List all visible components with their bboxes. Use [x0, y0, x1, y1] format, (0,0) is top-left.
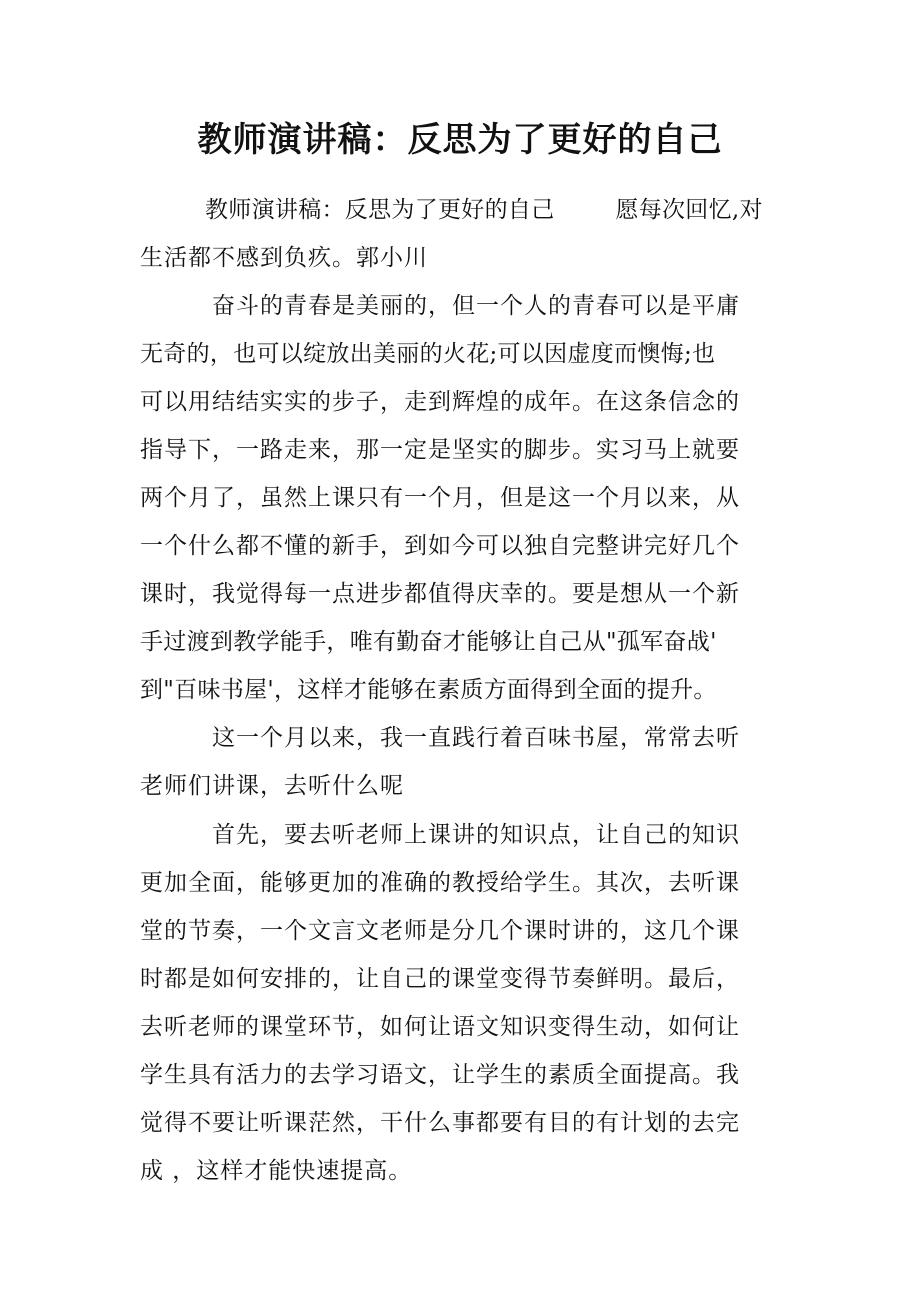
text-line: 堂的节奏，一个文言文老师是分几个课时讲的，这几个课	[140, 918, 740, 944]
text-line: 觉得不要让听课茫然，干什么事都要有目的有计划的去完	[140, 1110, 740, 1136]
text-line: 成 ，这样才能快速提高。	[140, 1158, 413, 1184]
text-line: 可以用结结实实的步子，走到辉煌的成年。在这条信念的	[140, 389, 740, 415]
text-line: 无奇的，也可以绽放出美丽的火花;可以因虚度而懊悔;也	[140, 341, 716, 367]
text-line: 到"百味书屋'，这样才能够在素质方面得到全面的提升。	[140, 677, 717, 703]
text-line: 手过渡到教学能手，唯有勤奋才能够让自己从"孤军奋战'	[140, 629, 717, 655]
text-line: 课时，我觉得每一点进步都值得庆幸的。要是想从一个新	[140, 581, 740, 607]
text-line: 去听老师的课堂环节，如何让语文知识变得生动，如何让	[140, 1014, 740, 1040]
text-line: 首先，要去听老师上课讲的知识点，让自己的知识	[212, 822, 740, 848]
text-line: 时都是如何安排的，让自己的课堂变得节奏鲜明。最后，	[140, 966, 740, 992]
text-line: 指导下，一路走来，那一定是坚实的脚步。实习马上就要	[140, 437, 740, 463]
text-line: 生活都不感到负疚。郭小川	[140, 245, 428, 271]
text-line: 学生具有活力的去学习语文，让学生的素质全面提高。我	[140, 1062, 740, 1088]
page-title: 教师演讲稿：反思为了更好的自己	[197, 120, 723, 160]
text-line: 老师们讲课，去听什么呢	[140, 773, 404, 799]
text-line: 这一个月以来，我一直践行着百味书屋，常常去听	[212, 725, 740, 751]
text-line: 两个月了，虽然上课只有一个月，但是这一个月以来，从	[140, 485, 740, 511]
text-line: 一个什么都不懂的新手，到如今可以独自完整讲完好几个	[140, 533, 740, 559]
text-line: 更加全面，能够更加的准确的教授给学生。其次，去听课	[140, 870, 740, 896]
text-line: 教师演讲稿：反思为了更好的自己 愿每次回忆,对	[205, 197, 763, 223]
text-line: 奋斗的青春是美丽的，但一个人的青春可以是平庸	[212, 293, 740, 319]
